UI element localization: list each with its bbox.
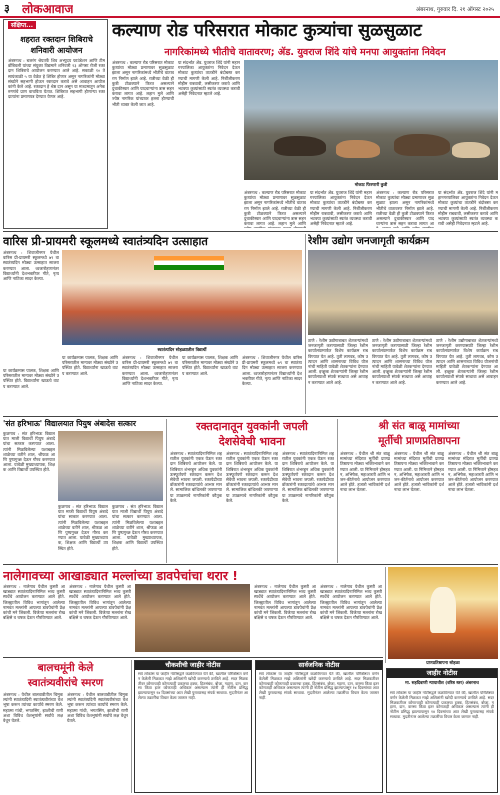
notice-public [255,660,383,793]
lead-body-col3: अंबरनाथ : कल्याण रोड परिसरात मोकाट कुत्र्यांचा मोठ्या प्रमाणावर सुळसुळाट झाला असून नागरिकांमध्ये भीतीचे वातावरण निर्माण झाले आहे. रात्रीच्या वेळी ही कुत्री टोळक्याने फिरत असल्याने दुचाकीस्वार आणि पादचाऱ्यांना त्रास सहन करावा लागत आहे. लहान मुले आणि [244,190,306,227]
page-number: ३ [4,2,10,15]
lead-photo-caption: मोकाट फिरणारी कुत्री [354,182,388,187]
rule-2 [3,416,498,417]
rule-4 [3,657,383,658]
rakta-headline-line2: देशसेवेची भावना [218,435,286,448]
rule-v3 [337,419,338,563]
varis-body-col2: या कार्यक्रमास पालक, शिक्षक आणि परिसरातील मान्यवर मोठ्या संख्येने उपस्थित होते. विद्यार्थ्यांना खाऊचे वाटप करण्यात आले. [62,355,118,376]
lead-body-col5: अंबरनाथ : कल्याण रोड परिसरात मोकाट कुत्र्यांचा मोठ्या प्रमाणावर सुळसुळाट झाला असून नागरिकांमध्ये भीतीचे वातावरण निर्माण झाले आहे. रात्रीच्या वेळी ही कुत्री टोळक्याने फिरत असल्याने दुचाकीस्वार आणि पादचाऱ्यांना त्रास सहन करावा लागत आ [376,190,434,227]
notice-public-body: सर्व लोकांस या जाहीर नोटीसद्वारे कळविण्यात येते की, खालील परिशिष्टात वर्णन केलेली मिळकत माझे अशिलांनी खरेदी करण्याचे ठरविले आहे. सदर मिळकतीवर कोणाचाही कोणत्याही प्रकारचा हक्क, हितसंबंध, बोजा, गहाण, दान, वारसा किंवा इतर कोणताही अधिकार असल्यास त्यांनी ही नोटीस प्रसिद्ध झाल्यापासून १४ दिवसांच्या आत लेखी पुराव्यासह संपर्क साधावा. मुदतीनंतर आलेल्या तक्रारींचा विचार केला जाणार नाही. [259,672,379,700]
masthead-rule [0,16,500,18]
lead-body-col4: या संदर्भात ॲड. युवराज शिंदे यांनी महानगरपालिका आयुक्तांना निवेदन देऊन मोकाट कुत्र्यांचा तातडीने बंदोबस्त करण्याची मागणी केली आहे. निर्बीजीकरण मोहीम राबवावी, लसीकरण करावे आणि भटक्या कुत्र्यांसाठी स्वतंत्र व्यवस्था करावी असेही निवेदनात म्हटले आहे. [310,190,372,227]
nala-body-col1: अंबरनाथ : नालेगाव येथील कुस्ती आखाड्यात स्वातंत्र्यदिनानिमित्त भव्य कुस्ती स्पर्धेचे आयोजन करण्यात आले होते. जिल्ह्यातील विविध भागांतून आलेल्या नामवंत मल्लांनी आपल्या डावपेचांनी प्रेक्षकांची मने जिंकली. विजेत्या मल्लांना रोख बक्षिसे व चषक देऊन गौरविण्यात आले. [3,584,65,621]
lead-photo [244,60,498,180]
masthead [0,0,500,16]
brief-title-line2: शनिवारी आयोजन [30,46,83,55]
baloo-headline-line1: श्री संत बाळू मामांच्या [378,420,460,432]
varis-body-col4: या कार्यक्रमास पालक, शिक्षक आणि परिसरातील मान्यवर मोठ्या संख्येने उपस्थित होते. विद्यार्थ्यांना खाऊचे वाटप करण्यात आले. [182,355,238,376]
varis-headline: वारिस प्री-प्रायमरी स्कूलमध्ये स्वातंत्र्यदिन उत्साहात [3,234,208,248]
varis-photo [62,250,302,345]
rakta-body-col2: अंबरनाथ : स्वातंत्र्यदिनानिमित्त शहरातील युवकांनी एकत्र येऊन रक्तदान शिबिराचे आयोजन केले. या शिबिरात शंभरहून अधिक युवकांनी उत्स्फूर्तपणे रक्तदान करून देशसेवेची भावना जपली. रक्तपेढीच्या डॉक्टरांनी रक्तदात्यांचे आभार मानले. सामाजिक बांधिलकी जपणाऱ्या या उपक्रमाचे नागरिकांनी कौतुक केले. [226,451,278,503]
dog-shape-1 [274,136,326,156]
nala-body-col3: अंबरनाथ : नालेगाव येथील कुस्ती आखाड्यात स्वातंत्र्यदिनानिमित्त भव्य कुस्ती स्पर्धेचे आयोजन करण्यात आले होते. जिल्ह्यातील विविध भागांतून आलेल्या नामवंत मल्लांनी आपल्या डावपेचांनी प्रेक्षकांची मने जिंकली. विजेत्या मल्लांना रोख बक्षिसे व चषक देऊन गौरविण्यात आले. [254,584,316,621]
rule-1 [3,231,498,232]
dog-shape-3 [394,134,450,156]
dog-shape-4 [452,142,490,158]
sant-headline: 'संत हरिभाऊ' विद्यालयात पियुष अंबादेस सत्कार [3,419,136,428]
resham-photo [308,250,498,335]
balchamu-headline-line1: बालचमूंनी केले [37,662,94,674]
rule-3 [3,564,498,565]
brief-title-line1: शहरात रक्तदान शिबिराचे [20,35,93,44]
brief-body: अंबरनाथ : बजरंग श्रेयतर्फे शिव अभ्युदय फाउंडेशन आणि टीम डोंबिवली यांच्या संयुक्त विद्यमाने शनिवारी २३ ऑगस्ट रोजी रक्तदान शिबिराचे आयोजन करण्यात आले आहे. सकाळी १० ते सायंकाळी ५ या वेळेत हे शिबिर होणार असून नागरिकांनी मोठ्या संख्येने सहभागी होऊन रक्तदान करावे असे आवाहन आयोजकांनी केले आहे. रक्तदान हे श्रेष्ठ दान असून या माध्यमातून अनेक रुग्णांचे प्राण वाचविता येतात. शिबिरात सहभागी होणाऱ्या रक्तदात्यांना प्रमाणपत्र देण्यात येणार आहे. [8,58,105,100]
sant-photo [58,431,163,501]
varis-body-col5: अंबरनाथ : शिवाजीनगर येथील वारिस प्री-प्रायमरी स्कूलमध्ये ७९ वा स्वातंत्र्यदिन मोठ्या उत्साहात साजरा करण्यात आला. ध्वजारोहणानंतर विद्यार्थ्यांनी देशभक्तीपर गीते, नृत्य आणि नाटिका सादर केल्या. [242,355,302,387]
notice-inquiry-title: चौकशीची जाहीर नोटीस [135,661,251,670]
notice-court-body: सर्व लोकांस या जाहीर नोटीसद्वारे कळविण्यात येते की, खालील परिशिष्टात वर्णन केलेली मिळकत माझे अशिलांनी खरेदी करण्याचे ठरविले आहे. सदर मिळकतीवर कोणाचाही कोणत्याही प्रकारचा हक्क, हितसंबंध, बोजा, गहाण, दान, वारसा किंवा इतर कोणताही अधिकार असल्यास त्यांनी ही नोटीस प्रसिद्ध झाल्यापासून १४ दिवसांच्या आत लेखी पुराव्यासह संपर्क साधावा. मुदतीनंतर आलेल्या तक्रारींचा विचार केला जाणार नाही. [390,691,494,719]
sant-body-col3: कुळगाव : संत हरिभाऊ विद्यालयात माजी विद्यार्थी पियुष अंबादे यांचा सत्कार करण्यात आला. त्यांनी मिळविलेल्या यशाबद्दल शाळेच्या वतीने शाल, श्रीफळ आणि पुष्पगुच्छ देऊन गौरव करण्यात आला. यावेळी मुख्याध्यापक, शिक्षक आणि विद्यार्थी उपस्थित होते. [112,504,163,551]
dog-shape-2 [336,140,380,158]
flag-banner [154,256,224,270]
resham-headline: रेशीम उद्योग जनजागृती कार्यक्रम [308,235,430,247]
baloo-body-col2: अंबरनाथ : येथील श्री संत बाळू मामांच्या मंदिरात मूर्तीची प्राणप्रतिष्ठापना मोठ्या भक्तिभावाने करण्यात आली. या निमित्ताने होमहवन, अभिषेक, महाआरती आणि भजन-कीर्तनाचे आयोजन करण्यात आले होते. हजारो भाविकांनी दर्शनाचा लाभ घेतला. [394,451,444,493]
rule-v2 [166,419,167,563]
rule-v4 [385,567,386,663]
rakta-body-col3: अंबरनाथ : स्वातंत्र्यदिनानिमित्त शहरातील युवकांनी एकत्र येऊन रक्तदान शिबिराचे आयोजन केले. या शिबिरात शंभरहून अधिक युवकांनी उत्स्फूर्तपणे रक्तदान करून देशसेवेची भावना जपली. रक्तपेढीच्या डॉक्टरांनी रक्तदात्यांचे आभार मानले. सामाजिक बांधिलकी जपणाऱ्या या उपक्रमाचे नागरिकांनी कौतुक केले. [282,451,334,503]
resham-body-col2: ठाणे : रेशीम उद्योगाबाबत शेतकऱ्यांमध्ये जनजागृती करण्यासाठी जिल्हा रेशीम कार्यालयामार्फत विशेष कार्यक्रम राबविण्यात येत आहे. तुती लागवड, कोष उत्पादन आणि शासनाच्या विविध योजनांची माहिती यावेळी शेतकऱ्यांना देण्यात आली. इच्छुक शेतकऱ्यांनी जिल्हा रेशीम कार्यालयाशी संपर्क साधावा असे आवाहन करण्यात आले आहे. [372,338,432,385]
balchamu-headline-line2: स्वातंत्र्यवीरांचे स्मरण [27,677,104,689]
rakta-headline-line1: रक्तदानातून युवकांनी जपली [196,420,308,433]
resham-body-col1: ठाणे : रेशीम उद्योगाबाबत शेतकऱ्यांमध्ये जनजागृती करण्यासाठी जिल्हा रेशीम कार्यालयामार्फत विशेष कार्यक्रम राबविण्यात येत आहे. तुती लागवड, कोष उत्पादन आणि शासनाच्या विविध योजनांची माहिती यावेळी शेतकऱ्यांना देण्यात आली. इच्छुक शेतकऱ्यांनी जिल्हा रेशीम कार्यालयाशी संपर्क साधावा असे आवाहन करण्यात आले आहे. [308,338,368,385]
varis-body-col1: अंबरनाथ : शिवाजीनगर येथील वारिस प्री-प्रायमरी स्कूलमध्ये ७९ वा स्वातंत्र्यदिन मोठ्या उत्साहात साजरा करण्यात आला. ध्वजारोहणानंतर विद्यार्थ्यांनी देशभक्तीपर गीते, नृत्य आणि नाटिका सादर केल्या. [3,250,59,282]
brief-tag: संक्षिप्त... [8,21,36,29]
date-line: अंबरनाथ, गुरुवार दि. २१ ऑगस्ट २०२५ [415,7,494,13]
varis-body-col3: अंबरनाथ : शिवाजीनगर येथील वारिस प्री-प्रायमरी स्कूलमध्ये ७९ वा स्वातंत्र्यदिन मोठ्या उत्साहात साजरा करण्यात आला. ध्वजारोहणानंतर विद्यार्थ्यांनी देशभक्तीपर गीते, नृत्य आणि नाटिका सादर केल्या. [122,355,178,387]
lead-body-col1: अंबरनाथ : कल्याण रोड परिसरात मोकाट कुत्र्यांचा मोठ्या प्रमाणावर सुळसुळाट झाला असून नागरिकांमध्ये भीतीचे वातावरण निर्माण झाले आहे. रात्रीच्या वेळी ही कुत्री टोळक्याने फिरत असल्याने दुचाकीस्वार आणि पादचाऱ्यांना त्रास सहन करावा लागत आहे. लहान मुले आणि ज्येष्ठ नागरिक यांच्यावर हल्ला होण्याची भीती व्यक्त केली जात आहे. [112,60,174,107]
nala-headline: नालेगावच्या आखाड्यात मल्लांच्या डावपेचांचा थरार ! [3,568,238,583]
idol-shape [430,587,456,633]
baloo-headline-line2: मूर्तीची प्राणप्रतिष्ठापना [378,435,460,447]
varis-photo-caption: स्वातंत्र्यदिन सोहळ्यातील विद्यार्थी [157,347,207,352]
baloo-body-col3: अंबरनाथ : येथील श्री संत बाळू मामांच्या मंदिरात मूर्तीची प्राणप्रतिष्ठापना मोठ्या भक्तिभावाने करण्यात आली. या निमित्ताने होमहवन, अभिषेक, महाआरती आणि भजन-कीर्तनाचे आयोजन करण्यात आले होते. हजारो भाविकांनी दर्शनाचा लाभ घेतला. [448,451,498,493]
balchamu-body-col2: अंबरनाथ : येथील बालवाडीतील चिमुकल्यांनी स्वातंत्र्यदिनी स्वातंत्र्यवीरांच्या वेशभूषा करून त्यांच्या कार्याचे स्मरण केले. महात्मा गांधी, भगतसिंग, झाशीची राणी अशा विविध वेशभूषांनी सर्वांचे लक्ष वेधून घेतले. [67,692,128,724]
lead-body-col6: या संदर्भात ॲड. युवराज शिंदे यांनी महानगरपालिका आयुक्तांना निवेदन देऊन मोकाट कुत्र्यांचा तातडीने बंदोबस्त करण्याची मागणी केली आहे. निर्बीजीकरण मोहीम राबवावी, लसीकरण करावे आणि भटक्या कुत्र्यांसाठी स्वतंत्र व्यवस्था करावी असेही निवेदनात म्हटले आहे. [438,190,498,227]
newspaper-logo: लोकआवाज [22,2,74,16]
nala-body-col4: अंबरनाथ : नालेगाव येथील कुस्ती आखाड्यात स्वातंत्र्यदिनानिमित्त भव्य कुस्ती स्पर्धेचे आयोजन करण्यात आले होते. जिल्ह्यातील विविध भागांतून आलेल्या नामवंत मल्लांनी आपल्या डावपेचांनी प्रेक्षकांची मने जिंकली. विजेत्या मल्लांना रोख बक्षिसे व चषक देऊन गौरविण्यात आले. [320,584,382,621]
balchamu-body-col1: अंबरनाथ : येथील बालवाडीतील चिमुकल्यांनी स्वातंत्र्यदिनी स्वातंत्र्यवीरांच्या वेशभूषा करून त्यांच्या कार्याचे स्मरण केले. महात्मा गांधी, भगतसिंग, झाशीची राणी अशा विविध वेशभूषांनी सर्वांचे लक्ष वेधून घेतले. [3,692,63,724]
notice-inquiry-body: सर्व लोकांस या जाहीर नोटीसद्वारे कळविण्यात येते की, खालील परिशिष्टात वर्णन केलेली मिळकत माझे अशिलांनी खरेदी करण्याचे ठरविले आहे. सदर मिळकतीवर कोणाचाही कोणत्याही प्रकारचा हक्क, हितसंबंध, बोजा, गहाण, दान, वारसा किंवा इतर कोणताही अधिकार असल्यास त्यांनी ही नोटीस प्रसिद्ध झाल्यापासून १४ दिवसांच्या आत लेखी पुराव्यासह संपर्क साधावा. मुदतीनंतर आलेल्या तक्रारींचा विचार केला जाणार नाही. [138,672,248,700]
resham-body-col3: ठाणे : रेशीम उद्योगाबाबत शेतकऱ्यांमध्ये जनजागृती करण्यासाठी जिल्हा रेशीम कार्यालयामार्फत विशेष कार्यक्रम राबविण्यात येत आहे. तुती लागवड, कोष उत्पादन आणि शासनाच्या विविध योजनांची माहिती यावेळी शेतकऱ्यांना देण्यात आली. इच्छुक शेतकऱ्यांनी जिल्हा रेशीम कार्यालयाशी संपर्क साधावा असे आवाहन करण्यात आले आहे. [436,338,498,385]
baloo-photo [388,567,498,659]
rule-v1 [305,234,306,414]
rule-v5 [131,660,132,793]
sant-body-col1: कुळगाव : संत हरिभाऊ विद्यालयात माजी विद्यार्थी पियुष अंबादे यांचा सत्कार करण्यात आला. त्यांनी मिळविलेल्या यशाबद्दल शाळेच्या वतीने शाल, श्रीफळ आणि पुष्पगुच्छ देऊन गौरव करण्यात आला. यावेळी मुख्याध्यापक, शिक्षक आणि विद्यार्थी उपस्थित होते. [3,431,55,473]
baloo-body-col1: अंबरनाथ : येथील श्री संत बाळू मामांच्या मंदिरात मूर्तीची प्राणप्रतिष्ठापना मोठ्या भक्तिभावाने करण्यात आली. या निमित्ताने होमहवन, अभिषेक, महाआरती आणि भजन-कीर्तनाचे आयोजन करण्यात आले होते. हजारो भाविकांनी दर्शनाचा लाभ घेतला. [340,451,390,493]
nala-photo [135,584,250,652]
rakta-body-col1: अंबरनाथ : स्वातंत्र्यदिनानिमित्त शहरातील युवकांनी एकत्र येऊन रक्तदान शिबिराचे आयोजन केले. या शिबिरात शंभरहून अधिक युवकांनी उत्स्फूर्तपणे रक्तदान करून देशसेवेची भावना जपली. रक्तपेढीच्या डॉक्टरांनी रक्तदात्यांचे आभार मानले. सामाजिक बांधिलकी जपणाऱ्या या उपक्रमाचे नागरिकांनी कौतुक केले. [170,451,222,503]
brief-box [3,19,108,229]
lead-body-col2: या संदर्भात ॲड. युवराज शिंदे यांनी महानगरपालिका आयुक्तांना निवेदन देऊन मोकाट कुत्र्यांचा तातडीने बंदोबस्त करण्याची मागणी केली आहे. निर्बीजीकरण मोहीम राबवावी, लसीकरण करावे आणि भटक्या कुत्र्यांसाठी स्वतंत्र व्यवस्था करावी असेही निवेदनात म्हटले आहे. [178,60,240,97]
lead-subhead: नागरिकांमध्ये भीतीचे वातावरण; ॲड. युवराज शिंदे यांचे मनपा आयुक्तांना निवेदन [164,47,446,58]
notice-court [386,668,498,793]
nala-body-col2: अंबरनाथ : नालेगाव येथील कुस्ती आखाड्यात स्वातंत्र्यदिनानिमित्त भव्य कुस्ती स्पर्धेचे आयोजन करण्यात आले होते. जिल्ह्यातील विविध भागांतून आलेल्या नामवंत मल्लांनी आपल्या डावपेचांनी प्रेक्षकांची मने जिंकली. विजेत्या मल्लांना रोख बक्षिसे व चषक देऊन गौरविण्यात आले. [69,584,131,621]
sant-body-col2: कुळगाव : संत हरिभाऊ विद्यालयात माजी विद्यार्थी पियुष अंबादे यांचा सत्कार करण्यात आला. त्यांनी मिळविलेल्या यशाबद्दल शाळेच्या वतीने शाल, श्रीफळ आणि पुष्पगुच्छ देऊन गौरव करण्यात आला. यावेळी मुख्याध्यापक, शिक्षक आणि विद्यार्थी उपस्थित होते. [58,504,108,551]
lead-headline: कल्याण रोड परिसरात मोकाट कुत्र्यांचा सुळसुळाट [112,21,422,41]
notice-inquiry [134,660,252,793]
notice-court-subtitle: मा. सहदिवाणी न्यायाधीश (वरिष्ठ स्तर) अंबरनाथ [405,680,479,685]
notice-court-title: जाहीर नोटीस [387,669,497,678]
baloo-photo-caption: प्राणप्रतिष्ठापना सोहळा [426,660,460,665]
notice-public-title: सार्वजनिक नोटीस [256,661,382,670]
varis-body-col6: या कार्यक्रमास पालक, शिक्षक आणि परिसरातील मान्यवर मोठ्या संख्येने उपस्थित होते. विद्यार्थ्यांना खाऊचे वाटप करण्यात आले. [3,368,59,389]
